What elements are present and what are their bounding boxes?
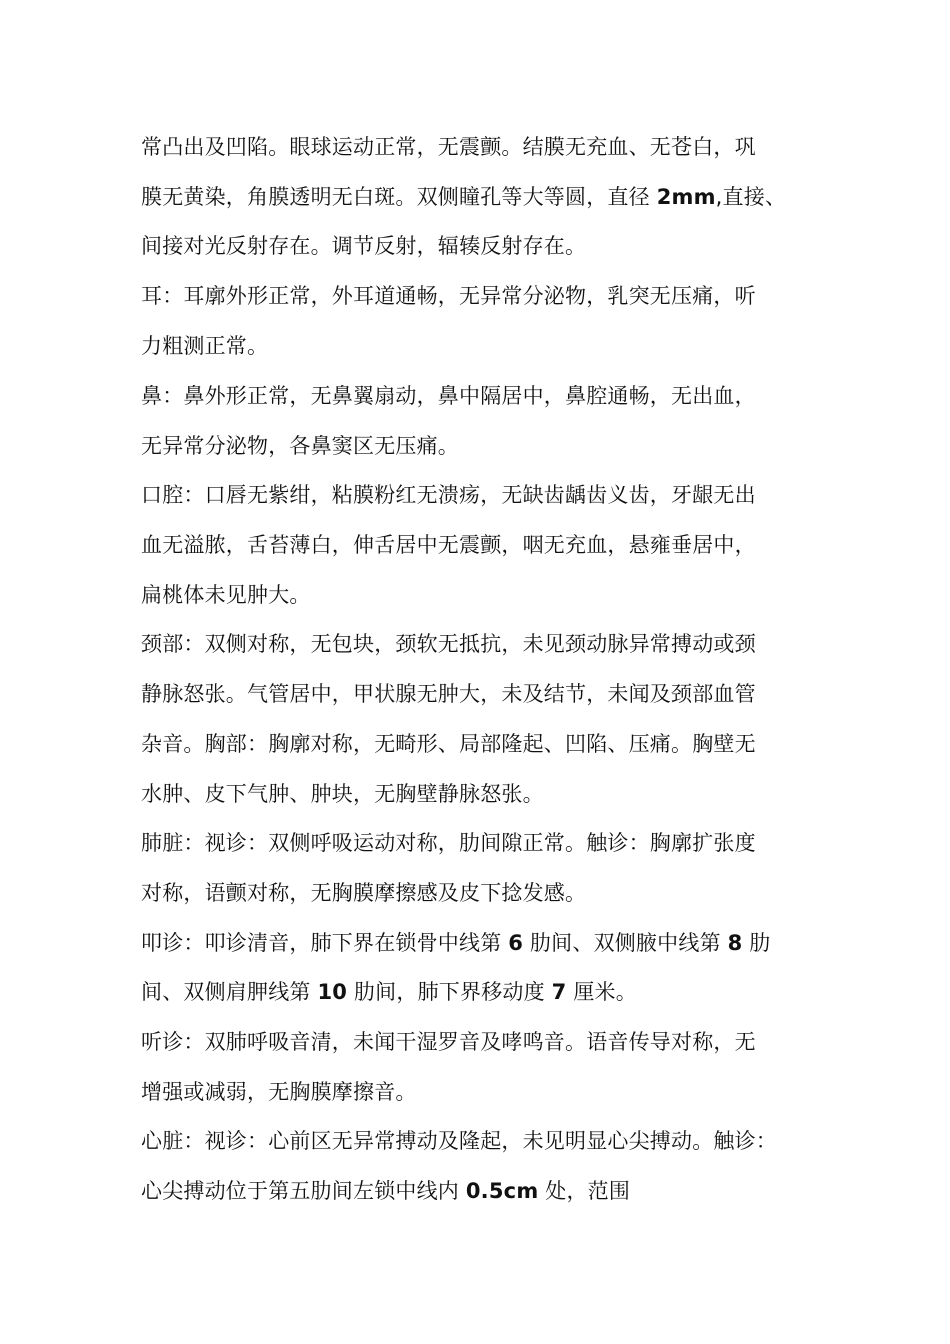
text-line-20: 增强或减弱，无胸膜摩擦音。 <box>141 1080 417 1104</box>
text-line-14: 水肿、皮下气肿、肿块，无胸壁静脉怒张。 <box>141 782 544 806</box>
text-line-18: 间、双侧肩胛线第 10 肋间，肺下界移动度 7 厘米。 <box>141 980 637 1004</box>
text-line-19: 听诊：双肺呼吸音清，未闻干湿罗音及哮鸣音。语音传导对称，无 <box>141 1030 756 1054</box>
text-line-22: 心尖搏动位于第五肋间左锁中线内 0.5cm 处，范围 <box>141 1179 631 1203</box>
text-line-1: 常凸出及凹陷。眼球运动正常，无震颤。结膜无充血、无苍白，巩 <box>141 135 756 159</box>
text-line-3: 间接对光反射存在。调节反射，辐辏反射存在。 <box>141 234 587 258</box>
text-line-12: 静脉怒张。气管居中，甲状腺无肿大，未及结节，未闻及颈部血管 <box>141 682 756 706</box>
text-line-11: 颈部：双侧对称，无包块，颈软无抵抗，未见颈动脉异常搏动或颈 <box>141 632 756 656</box>
text-line-10: 扁桃体未见肿大。 <box>141 583 311 607</box>
text-line-16: 对称，语颤对称，无胸膜摩擦感及皮下捻发感。 <box>141 881 587 905</box>
text-line-13: 杂音。胸部：胸廓对称，无畸形、局部隆起、凹陷、压痛。胸壁无 <box>141 732 756 756</box>
text-line-21: 心脏：视诊：心前区无异常搏动及隆起，未见明显心尖搏动。触诊： <box>141 1129 777 1153</box>
text-line-8: 口腔：口唇无紫绀，粘膜粉红无溃疡，无缺齿龋齿义齿，牙龈无出 <box>141 483 756 507</box>
text-line-15: 肺脏：视诊：双侧呼吸运动对称，肋间隙正常。触诊：胸廓扩张度 <box>141 831 756 855</box>
text-line-17: 叩诊：叩诊清音，肺下界在锁骨中线第 6 肋间、双侧腋中线第 8 肋 <box>141 931 771 955</box>
text-line-9: 血无溢脓，舌苔薄白，伸舌居中无震颤，咽无充血，悬雍垂居中， <box>141 533 756 557</box>
text-line-7: 无异常分泌物，各鼻窦区无压痛。 <box>141 434 459 458</box>
text-line-5: 力粗测正常。 <box>141 334 269 358</box>
text-line-2: 膜无黄染，角膜透明无白斑。双侧瞳孔等大等圆，直径 2mm,直接、 <box>141 185 787 209</box>
text-line-4: 耳：耳廓外形正常，外耳道通畅，无异常分泌物，乳突无压痛，听 <box>141 284 756 308</box>
text-line-6: 鼻：鼻外形正常，无鼻翼扇动，鼻中隔居中，鼻腔通畅，无出血， <box>141 384 756 408</box>
